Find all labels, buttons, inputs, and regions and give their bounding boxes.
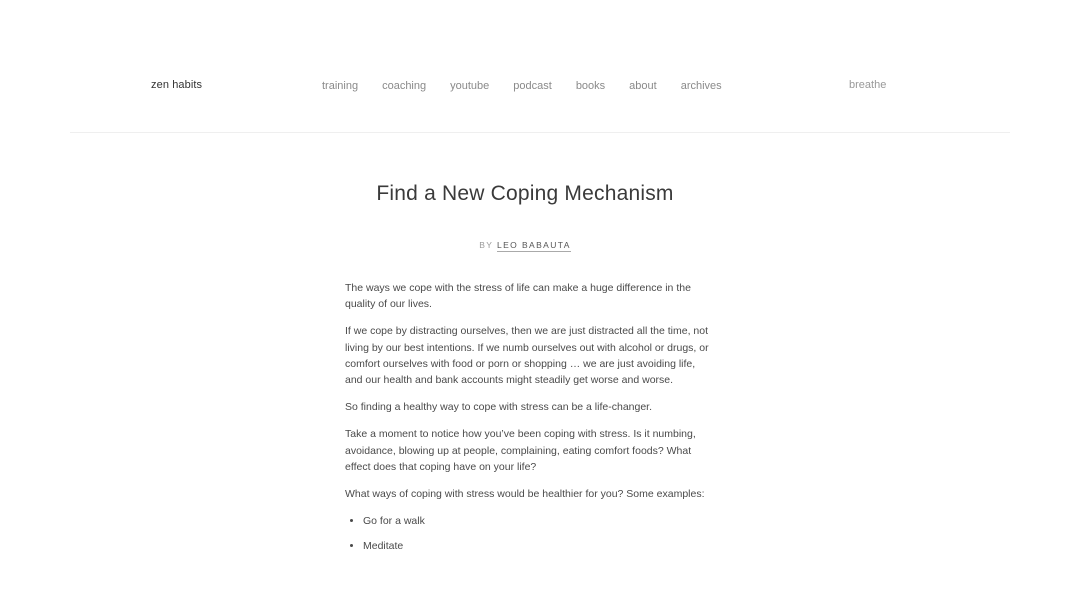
nav-item-books[interactable]: books [575,80,606,92]
list-item: • Go for a walk [363,513,710,529]
article-body [345,280,710,563]
nav-item-coaching[interactable]: coaching [382,80,427,92]
paragraph: What ways of coping with stress would be healthier for you? Some examples: [345,488,705,501]
nav-item-archives[interactable]: archives [680,80,722,92]
nav-item-podcast[interactable]: podcast [513,80,552,92]
paragraph: So finding a healthy way to cope with stress can be a life-changer. [345,401,653,414]
nav-item-youtube[interactable]: youtube [450,80,490,92]
paragraph: Take a moment to notice how you’ve been coping with stress. Is it numbing, avoidance, blowing up at people, complaining, eating comfort foods? What effect does that coping have on your life? [345,428,696,473]
examples-list [345,513,710,554]
site-title-link[interactable]: zen habits [151,79,203,91]
paragraph: The ways we cope with the stress of life can make a huge difference in the quality of our lives. [345,282,691,311]
main-nav [322,80,722,92]
article-title: Find a New Coping Mechanism [376,182,674,205]
author-link[interactable]: LEO BABAUTA [496,240,571,250]
nav-item-about[interactable]: about [629,80,657,92]
byline [0,240,1050,250]
header-divider [70,132,1010,133]
list-item: • Meditate [363,538,710,554]
nav-item-training[interactable]: training [322,80,359,92]
paragraph: If we cope by distracting ourselves, then we are just distracted all the time, not living by our best intentions. If we numb ourselves out with alcohol or drugs, or comfort ourselves with food or porn or shopping … we are just avoiding life, and our health and bank accounts might steadily get worse and worse. [345,325,709,387]
byline-prefix: BY [479,240,494,250]
breathe-link[interactable]: breathe [849,79,887,91]
site-header [0,0,1080,133]
